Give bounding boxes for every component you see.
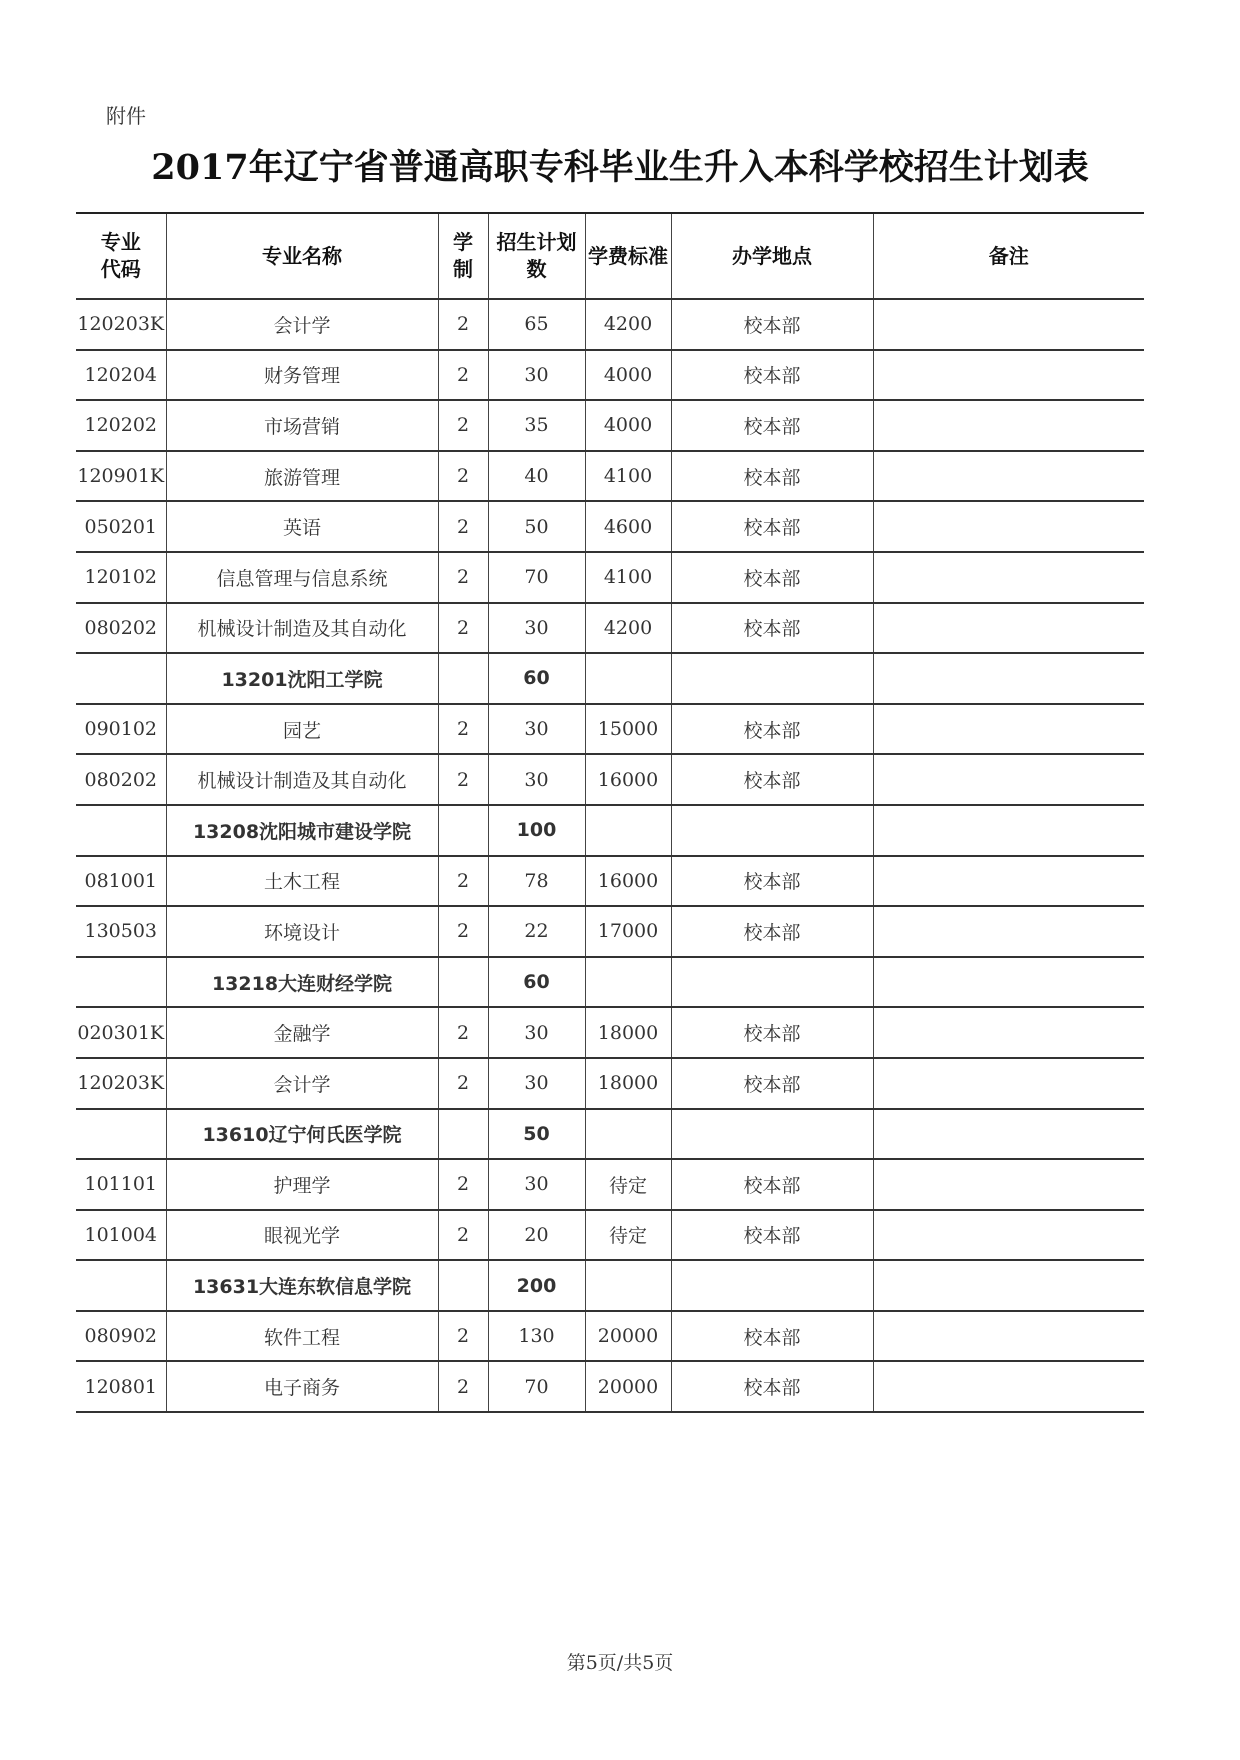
table-row bbox=[76, 1210, 1144, 1261]
cell-years: 2 bbox=[438, 704, 488, 755]
cell-name: 财务管理 bbox=[166, 350, 438, 401]
cell-plan: 40 bbox=[488, 451, 585, 502]
cell-fee: 4100 bbox=[585, 552, 671, 603]
cell-code: 120204 bbox=[76, 350, 166, 401]
cell-name: 金融学 bbox=[166, 1007, 438, 1058]
header-years: 学制 bbox=[438, 213, 488, 299]
school-row bbox=[76, 805, 1144, 856]
cell-fee: 待定 bbox=[585, 1210, 671, 1261]
cell-years: 2 bbox=[438, 501, 488, 552]
cell-location: 校本部 bbox=[671, 1361, 873, 1412]
cell-code: 081001 bbox=[76, 856, 166, 907]
cell-fee: 4200 bbox=[585, 603, 671, 654]
cell-name: 会计学 bbox=[166, 1058, 438, 1109]
cell-code: 120901K bbox=[76, 451, 166, 502]
cell-location bbox=[671, 653, 873, 704]
cell-years: 2 bbox=[438, 400, 488, 451]
cell-name: 电子商务 bbox=[166, 1361, 438, 1412]
cell-remark bbox=[873, 1007, 1144, 1058]
cell-location: 校本部 bbox=[671, 299, 873, 350]
cell-years bbox=[438, 957, 488, 1008]
cell-code bbox=[76, 1109, 166, 1160]
cell-plan: 30 bbox=[488, 704, 585, 755]
table-row bbox=[76, 350, 1144, 401]
cell-location: 校本部 bbox=[671, 1210, 873, 1261]
cell-plan: 30 bbox=[488, 1058, 585, 1109]
cell-code: 090102 bbox=[76, 704, 166, 755]
cell-remark bbox=[873, 754, 1144, 805]
page-number: 第5页/共5页 bbox=[566, 1652, 674, 1674]
cell-fee: 16000 bbox=[585, 754, 671, 805]
cell-years: 2 bbox=[438, 552, 488, 603]
cell-plan: 20 bbox=[488, 1210, 585, 1261]
cell-remark bbox=[873, 1210, 1144, 1261]
cell-location bbox=[671, 957, 873, 1008]
cell-remark bbox=[873, 957, 1144, 1008]
cell-location: 校本部 bbox=[671, 1159, 873, 1210]
school-row bbox=[76, 653, 1144, 704]
cell-code: 080202 bbox=[76, 754, 166, 805]
enrollment-plan-table bbox=[76, 212, 1144, 1413]
cell-name: 市场营销 bbox=[166, 400, 438, 451]
cell-plan: 70 bbox=[488, 1361, 585, 1412]
cell-location: 校本部 bbox=[671, 552, 873, 603]
cell-name: 护理学 bbox=[166, 1159, 438, 1210]
cell-remark bbox=[873, 704, 1144, 755]
cell-plan: 78 bbox=[488, 856, 585, 907]
cell-remark bbox=[873, 451, 1144, 502]
cell-remark bbox=[873, 400, 1144, 451]
cell-name: 园艺 bbox=[166, 704, 438, 755]
cell-fee: 18000 bbox=[585, 1007, 671, 1058]
cell-fee: 4000 bbox=[585, 400, 671, 451]
cell-years: 2 bbox=[438, 856, 488, 907]
cell-name: 13201沈阳工学院 bbox=[166, 653, 438, 704]
cell-name: 土木工程 bbox=[166, 856, 438, 907]
cell-code: 120102 bbox=[76, 552, 166, 603]
table-row bbox=[76, 856, 1144, 907]
cell-code: 020301K bbox=[76, 1007, 166, 1058]
cell-plan: 65 bbox=[488, 299, 585, 350]
cell-location: 校本部 bbox=[671, 1311, 873, 1362]
cell-remark bbox=[873, 1058, 1144, 1109]
table-body bbox=[76, 299, 1144, 1412]
cell-location: 校本部 bbox=[671, 451, 873, 502]
cell-code: 120203K bbox=[76, 1058, 166, 1109]
table-row bbox=[76, 400, 1144, 451]
cell-name: 13208沈阳城市建设学院 bbox=[166, 805, 438, 856]
cell-code: 130503 bbox=[76, 906, 166, 957]
cell-location: 校本部 bbox=[671, 906, 873, 957]
cell-remark bbox=[873, 299, 1144, 350]
cell-remark bbox=[873, 501, 1144, 552]
cell-fee: 4000 bbox=[585, 350, 671, 401]
school-row bbox=[76, 1260, 1144, 1311]
header-plan: 招生计划数 bbox=[488, 213, 585, 299]
table-row bbox=[76, 451, 1144, 502]
cell-years: 2 bbox=[438, 1058, 488, 1109]
cell-fee: 17000 bbox=[585, 906, 671, 957]
table-row bbox=[76, 552, 1144, 603]
cell-code bbox=[76, 957, 166, 1008]
cell-location: 校本部 bbox=[671, 856, 873, 907]
cell-plan: 50 bbox=[488, 501, 585, 552]
header-location: 办学地点 bbox=[671, 213, 873, 299]
cell-years: 2 bbox=[438, 603, 488, 654]
table-row bbox=[76, 1159, 1144, 1210]
cell-remark bbox=[873, 906, 1144, 957]
cell-remark bbox=[873, 603, 1144, 654]
cell-fee: 18000 bbox=[585, 1058, 671, 1109]
table-row bbox=[76, 501, 1144, 552]
table-row bbox=[76, 1007, 1144, 1058]
cell-code: 120801 bbox=[76, 1361, 166, 1412]
cell-name: 软件工程 bbox=[166, 1311, 438, 1362]
cell-name: 13610辽宁何氏医学院 bbox=[166, 1109, 438, 1160]
cell-fee: 20000 bbox=[585, 1361, 671, 1412]
cell-name: 英语 bbox=[166, 501, 438, 552]
cell-remark bbox=[873, 1159, 1144, 1210]
cell-years bbox=[438, 1260, 488, 1311]
cell-fee: 待定 bbox=[585, 1159, 671, 1210]
cell-remark bbox=[873, 1260, 1144, 1311]
cell-plan: 60 bbox=[488, 957, 585, 1008]
cell-fee: 16000 bbox=[585, 856, 671, 907]
cell-plan: 35 bbox=[488, 400, 585, 451]
cell-years: 2 bbox=[438, 1361, 488, 1412]
cell-location bbox=[671, 805, 873, 856]
cell-remark bbox=[873, 1311, 1144, 1362]
cell-plan: 30 bbox=[488, 754, 585, 805]
school-row bbox=[76, 957, 1144, 1008]
header-name: 专业名称 bbox=[166, 213, 438, 299]
table-row bbox=[76, 754, 1144, 805]
cell-location: 校本部 bbox=[671, 704, 873, 755]
cell-years: 2 bbox=[438, 1159, 488, 1210]
cell-name: 信息管理与信息系统 bbox=[166, 552, 438, 603]
cell-remark bbox=[873, 350, 1144, 401]
cell-name: 会计学 bbox=[166, 299, 438, 350]
cell-location: 校本部 bbox=[671, 754, 873, 805]
cell-code: 080902 bbox=[76, 1311, 166, 1362]
cell-code: 101004 bbox=[76, 1210, 166, 1261]
cell-location bbox=[671, 1260, 873, 1311]
cell-fee: 4100 bbox=[585, 451, 671, 502]
cell-name: 机械设计制造及其自动化 bbox=[166, 754, 438, 805]
cell-name: 13218大连财经学院 bbox=[166, 957, 438, 1008]
cell-years: 2 bbox=[438, 350, 488, 401]
cell-fee: 20000 bbox=[585, 1311, 671, 1362]
cell-code bbox=[76, 805, 166, 856]
cell-location: 校本部 bbox=[671, 400, 873, 451]
school-row bbox=[76, 1109, 1144, 1160]
cell-years: 2 bbox=[438, 754, 488, 805]
cell-code bbox=[76, 653, 166, 704]
document-title: 2017年辽宁省普通高职专科毕业生升入本科学校招生计划表 bbox=[151, 147, 1089, 188]
cell-fee bbox=[585, 653, 671, 704]
cell-years bbox=[438, 805, 488, 856]
cell-fee: 4200 bbox=[585, 299, 671, 350]
cell-code: 120203K bbox=[76, 299, 166, 350]
cell-location: 校本部 bbox=[671, 1058, 873, 1109]
cell-code: 101101 bbox=[76, 1159, 166, 1210]
cell-fee bbox=[585, 957, 671, 1008]
cell-code: 080202 bbox=[76, 603, 166, 654]
cell-plan: 30 bbox=[488, 350, 585, 401]
cell-remark bbox=[873, 856, 1144, 907]
header-fee: 学费标准 bbox=[585, 213, 671, 299]
table-row bbox=[76, 704, 1144, 755]
cell-fee: 4600 bbox=[585, 501, 671, 552]
cell-plan: 30 bbox=[488, 1007, 585, 1058]
cell-name: 环境设计 bbox=[166, 906, 438, 957]
cell-years: 2 bbox=[438, 1007, 488, 1058]
header-code: 专业代码 bbox=[76, 213, 166, 299]
cell-plan: 22 bbox=[488, 906, 585, 957]
table-row bbox=[76, 603, 1144, 654]
cell-plan: 200 bbox=[488, 1260, 585, 1311]
cell-fee bbox=[585, 805, 671, 856]
cell-years: 2 bbox=[438, 1311, 488, 1362]
cell-years: 2 bbox=[438, 906, 488, 957]
cell-location: 校本部 bbox=[671, 501, 873, 552]
table-row bbox=[76, 299, 1144, 350]
cell-plan: 70 bbox=[488, 552, 585, 603]
cell-years bbox=[438, 653, 488, 704]
table-row bbox=[76, 1311, 1144, 1362]
cell-name: 眼视光学 bbox=[166, 1210, 438, 1261]
cell-name: 旅游管理 bbox=[166, 451, 438, 502]
table-row bbox=[76, 1058, 1144, 1109]
cell-code: 050201 bbox=[76, 501, 166, 552]
cell-years bbox=[438, 1109, 488, 1160]
cell-plan: 60 bbox=[488, 653, 585, 704]
table-row bbox=[76, 906, 1144, 957]
cell-plan: 50 bbox=[488, 1109, 585, 1160]
cell-name: 机械设计制造及其自动化 bbox=[166, 603, 438, 654]
cell-years: 2 bbox=[438, 451, 488, 502]
cell-location: 校本部 bbox=[671, 350, 873, 401]
cell-years: 2 bbox=[438, 1210, 488, 1261]
cell-remark bbox=[873, 552, 1144, 603]
cell-plan: 30 bbox=[488, 1159, 585, 1210]
table-header-row bbox=[76, 213, 1144, 299]
cell-plan: 30 bbox=[488, 603, 585, 654]
cell-code: 120202 bbox=[76, 400, 166, 451]
cell-code bbox=[76, 1260, 166, 1311]
cell-location: 校本部 bbox=[671, 1007, 873, 1058]
cell-remark bbox=[873, 653, 1144, 704]
cell-remark bbox=[873, 1109, 1144, 1160]
cell-location bbox=[671, 1109, 873, 1160]
attachment-label: 附件 bbox=[106, 104, 146, 128]
cell-remark bbox=[873, 1361, 1144, 1412]
cell-remark bbox=[873, 805, 1144, 856]
header-remark: 备注 bbox=[873, 213, 1144, 299]
cell-years: 2 bbox=[438, 299, 488, 350]
cell-plan: 100 bbox=[488, 805, 585, 856]
cell-plan: 130 bbox=[488, 1311, 585, 1362]
cell-location: 校本部 bbox=[671, 603, 873, 654]
cell-fee bbox=[585, 1260, 671, 1311]
table-row bbox=[76, 1361, 1144, 1412]
cell-name: 13631大连东软信息学院 bbox=[166, 1260, 438, 1311]
cell-fee: 15000 bbox=[585, 704, 671, 755]
cell-fee bbox=[585, 1109, 671, 1160]
